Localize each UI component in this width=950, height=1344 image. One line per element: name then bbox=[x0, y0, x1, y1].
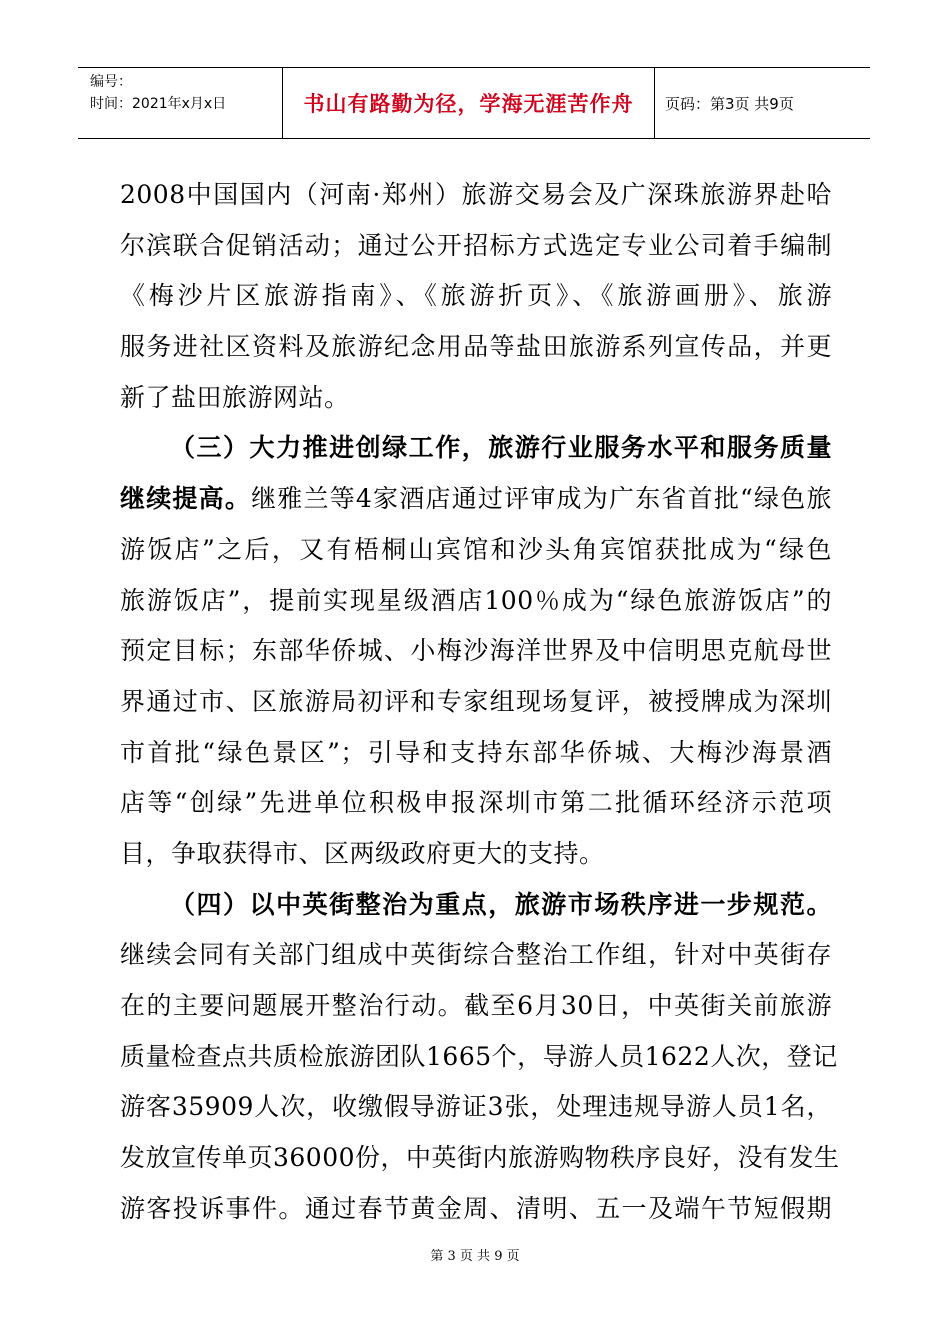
body-line: 旅游饭店”，提前实现星级酒店100％成为“绿色旅游饭店”的 bbox=[120, 585, 832, 615]
body-line: 店等“创绿”先进单位积极申报深圳市第二批循环经济示范项 bbox=[120, 788, 832, 818]
body-line: 继续提高。继雅兰等4家酒店通过评审成为广东省首批“绿色旅 bbox=[120, 484, 832, 514]
section-heading-three: （三）大力推进创绿工作，旅游行业服务水平和服务质量 bbox=[170, 433, 832, 463]
body-line: 继续会同有关部门组成中英街综合整治工作组，针对中英街存 bbox=[120, 940, 832, 970]
body-line: 质量检查点共质检旅游团队1665个，导游人员1622人次，登记 bbox=[120, 1041, 838, 1071]
page-header bbox=[78, 67, 870, 139]
header-motto: 书山有路勤为径，学海无涯苦作舟 bbox=[283, 68, 655, 138]
body-line: 界通过市、区旅游局初评和专家组现场复评，被授牌成为深圳 bbox=[120, 686, 832, 716]
header-page-code: 页码：第3页 共9页 bbox=[665, 94, 794, 113]
body-line: 2008中国国内（河南·郑州）旅游交易会及广深珠旅游界赴哈 bbox=[120, 180, 832, 209]
body-line: 市首批“绿色景区”；引导和支持东部华侨城、大梅沙海景酒 bbox=[120, 737, 832, 767]
body-line: 在的主要问题展开整治行动。截至6月30日，中英街关前旅游 bbox=[120, 991, 832, 1020]
body-line: 发放宣传单页36000份，中英街内旅游购物秩序良好，没有发生 bbox=[120, 1143, 840, 1173]
body-line: 服务进社区资料及旅游纪念用品等盐田旅游系列宣传品，并更 bbox=[120, 332, 832, 362]
document-number-label: 编号： bbox=[90, 74, 132, 90]
body-line: 游客投诉事件。通过春节黄金周、清明、五一及端午节短假期 bbox=[120, 1193, 832, 1223]
section-heading-four: （四）以中英街整治为重点，旅游市场秩序进一步规范。 bbox=[170, 889, 832, 919]
document-body bbox=[120, 170, 840, 1234]
body-line: 《梅沙片区旅游指南》、《旅游折页》、《旅游画册》、旅游 bbox=[120, 281, 832, 311]
page-footer: 第 3 页 共 9 页 bbox=[430, 1249, 520, 1264]
body-line: 游饭店”之后，又有梧桐山宾馆和沙头角宾馆获批成为“绿色 bbox=[120, 534, 832, 564]
body-line: 尔滨联合促销活动；通过公开招标方式选定专业公司着手编制 bbox=[120, 230, 832, 260]
body-line: 预定目标；东部华侨城、小梅沙海洋世界及中信明思克航母世 bbox=[120, 636, 832, 666]
body-line: 新了盐田旅游网站。 bbox=[120, 382, 350, 412]
document-time-label: 时间：2021年x月x日 bbox=[90, 96, 227, 112]
section-heading-three-tail: 继续提高。 bbox=[120, 484, 252, 514]
body-line: 游客35909人次，收缴假导游证3张，处理违规导游人员1名， bbox=[120, 1092, 832, 1122]
body-line: 目，争取获得市、区两级政府更大的支持。 bbox=[120, 838, 605, 868]
header-meta bbox=[78, 68, 283, 138]
